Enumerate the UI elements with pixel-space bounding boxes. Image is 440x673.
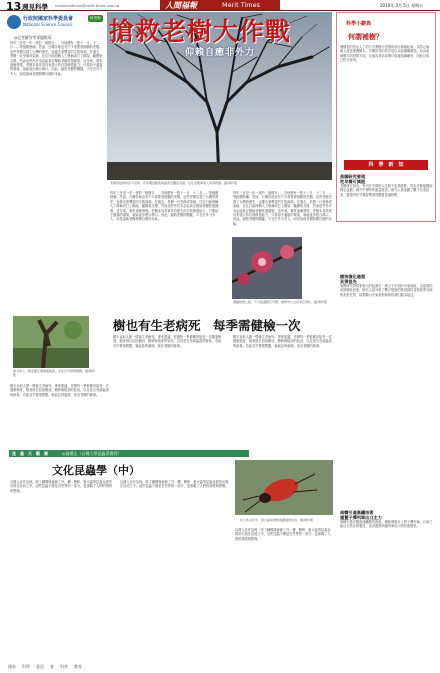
news-body: 美國研究指出，每天吃早餐的人比較不容易肥胖，因為早餐能幫助穩定血糖，減少午餐時的過量進食。研究人員追蹤了數千名受試者，發現有吃早餐習慣者的體重普遍較輕。 bbox=[340, 184, 433, 197]
trunk-photo bbox=[13, 316, 89, 368]
trunk-caption: 樹木和人一樣需要定期健康檢查，才能及早發現問題。圖/資料照 bbox=[13, 369, 96, 377]
news-title: 南韓引進高鐵技術 bbox=[340, 510, 374, 515]
dictionary-title: 何謂補樹？ bbox=[348, 33, 383, 41]
article2-body-left: 樹木也和人類一樣會生老病死。專家建議，老樹每一季都應該接受一次健康檢查，檢查項目包括樹冠、樹幹與根部的狀況，以及是否有病蟲害的跡象。若能及早發現問題，就能及時處理，延長老樹的壽命。 bbox=[10, 384, 109, 397]
news-title: 美國研究發現 bbox=[340, 174, 366, 179]
council-logo-icon bbox=[7, 15, 21, 29]
byline: ◎記者羅智孝專題報導 bbox=[14, 35, 52, 40]
article3-body-left: 以漢人詩作為例，除了蝴蝶與蜜蜂之外，蟬、蟋蟀、螢火蟲等昆蟲也經常出現在詩詞之中。這些昆蟲不僅是自然界的一部分，更承載了人們的情感與想像。 bbox=[10, 480, 112, 493]
page-footer bbox=[8, 663, 336, 671]
beetle-photo bbox=[235, 460, 333, 515]
footer-icon: 科學 bbox=[22, 664, 30, 669]
footer-icon: 會 bbox=[50, 664, 54, 669]
masthead-logo-cn: 人間福報 bbox=[165, 1, 197, 10]
council-name-en: National Science Council bbox=[23, 22, 73, 27]
blossom-photo bbox=[232, 237, 302, 299]
footer-icon: 委員 bbox=[36, 664, 44, 669]
footer-icon: 國家 bbox=[8, 664, 16, 669]
main-subheadline: 仰賴自癒非外力 bbox=[185, 48, 256, 58]
news-body: 美國研究發現家狗大約起源於一萬五千年前的中東地區，由當地的灰狼馴化而來，研究人員分析了數百隻狗的基因資料並與世界各地的灰狼比對，結果顯示中東灰狼與狗的基因最為接近。 bbox=[340, 284, 433, 297]
page-number: 13 bbox=[6, 0, 22, 13]
article1-body-mid: 每年三月是一年一度的「植樹月」，各地總有一股十一月、十二月……等植樹熱潮。然而，台灣各地也有不少需要被照顧的老樹。這些老樹見證了台灣的歷史，也蘊含著豐富的生態資源。在過去，老樹一旦受傷或染病，往往只能倚賴人工修補或打上鋼架、鐵圈來支撐，然而這些作法未必能真正幫助老樹恢復健康。近年來，專家逐漸發現，老樹本身其實具有強大的自我修復能力，只要給予適當的環境，就能逐步癒合傷口。因此，搶救老樹的關鍵，不在於外力介入，而是協助老樹發揮自癒的本能。 bbox=[110, 191, 219, 222]
news-title: 瘦狗演化過程 bbox=[340, 274, 366, 279]
news-subtitle: 建置子彈列車出口主力 bbox=[340, 515, 382, 520]
council-badge: 科普館 bbox=[90, 16, 101, 20]
beetle-caption: 在日本文化中，螢火蟲常被視為靈魂的化身。圖/資料照 bbox=[240, 518, 314, 522]
news-body: 南韓引進法國高速鐵路技術後，積極發展本土的子彈列車，目前已能自行設計與製造，並計畫將高鐵列車出口到其他國家。 bbox=[340, 520, 433, 529]
tree-photo-caption: 老樹的枝幹向四方延伸，若是遇到颱風或蟲害侵襲而受損，往往需要專業人員的救護。圖/資料照 bbox=[110, 181, 238, 185]
article1-body-right: 每年三月是一年一度的「植樹月」，各地總有一股十一月、十二月……等植樹熱潮。然而，台灣各地也有不少需要被照顧的老樹。這些老樹見證了台灣的歷史，也蘊含著豐富的生態資源。在過去，老樹一旦受傷或染病，往往只能倚賴人工修補或打上鋼架、鐵圈來支撐，然而這些作法未必能真正幫助老樹恢復健康。近年來，專家逐漸發現，老樹本身其實具有強大的自我修復能力，只要給予適當的環境，就能逐步癒合傷口。因此，搶救老樹的關鍵，不在於外力介入，而是協助老樹發揮自癒的本能。 bbox=[233, 191, 332, 226]
news-item bbox=[340, 510, 434, 650]
article2-body-right: 樹木也和人類一樣會生老病死。專家建議，老樹每一季都應該接受一次健康檢查，檢查項目包括樹冠、樹幹與根部的狀況，以及是否有病蟲害的跡象。若能及早發現問題，就能及時處理，延長老樹的壽命。 bbox=[233, 335, 332, 348]
news-item bbox=[340, 174, 434, 242]
article2-headline: 樹也有生老病死 每季需健檢一次 bbox=[113, 318, 301, 333]
council-name-cn: 行政院國家科學委員會 bbox=[23, 16, 74, 22]
contact-url[interactable]: newsmeritimes@merit-times.com.tw bbox=[55, 4, 120, 8]
science-news-header: 科 學 新 知 bbox=[344, 160, 428, 170]
insect-section-author: ◎施禮正（台灣大學昆蟲系教授） bbox=[62, 451, 122, 456]
news-subtitle: 吃早餐可減肥 bbox=[340, 179, 366, 184]
article2-body-mid: 樹木也和人類一樣會生老病死。專家建議，老樹每一季都應該接受一次健康檢查，檢查項目包括樹冠、樹幹與根部的狀況，以及是否有病蟲害的跡象。若能及早發現問題，就能及時處理，延長老樹的壽命。 bbox=[113, 335, 222, 348]
blossom-caption: 遭蟲蛀壞之後，不只枝頭無花可開，樹幹中心也容易空洞化。圖/資料照 bbox=[233, 300, 328, 304]
dictionary-tag: 科學小辭典 bbox=[346, 21, 372, 27]
main-headline: 搶救老樹大作戰 bbox=[109, 17, 292, 46]
issue-date: 2010年 3月 5日 星期五 bbox=[380, 3, 424, 8]
masthead-logo-en: Merit Times bbox=[222, 1, 260, 9]
insect-section-label: 昆 蟲 大 觀 園 bbox=[12, 451, 48, 456]
article3-headline: 文化昆蟲學（中） bbox=[52, 464, 140, 477]
section-name: 週見科學 bbox=[22, 3, 48, 11]
article3-body-mid: 以漢人詩作為例，除了蝴蝶與蜜蜂之外，蟬、蟋蟀、螢火蟲等昆蟲也經常出現在詩詞之中。這些昆蟲不僅是自然界的一部分，更承載了人們的情感與想像。 bbox=[120, 480, 229, 489]
news-subtitle: 灰狼祖先 bbox=[340, 279, 357, 284]
dictionary-body: 補樹指的是以人工的方式將樹木受損的部位填補起來，以防止病菌入侵並保護樹木。早期常見的作法是以水泥填補樹洞，但水泥與樹木的材質不同，反而容易造成傷口周邊組織壞死，因此目前已較少採用。 bbox=[340, 45, 430, 63]
footer-icon: 教育 bbox=[74, 664, 82, 669]
footer-icon: 科普 bbox=[60, 664, 68, 669]
article3-body-right: 以漢人詩作為例，除了蝴蝶與蜜蜂之外，蟬、蟋蟀、螢火蟲等昆蟲也經常出現在詩詞之中。這些昆蟲不僅是自然界的一部分，更承載了人們的情感與想像。 bbox=[235, 528, 331, 541]
news-item bbox=[340, 274, 434, 434]
article1-body-left: 每年三月是一年一度的「植樹月」，各地總有一股十一月、十二月……等植樹熱潮。然而，台灣各地也有不少需要被照顧的老樹。這些老樹見證了台灣的歷史，也蘊含著豐富的生態資源。在過去，老樹一旦受傷或染病，往往只能倚賴人工修補或打上鋼架、鐵圈來支撐，然而這些作法未必能真正幫助老樹恢復健康。近年來，專家逐漸發現，老樹本身其實具有強大的自我修復能力，只要給予適當的環境，就能逐步癒合傷口。因此，搶救老樹的關鍵，不在於外力介入，而是協助老樹發揮自癒的本能。 bbox=[10, 41, 103, 76]
